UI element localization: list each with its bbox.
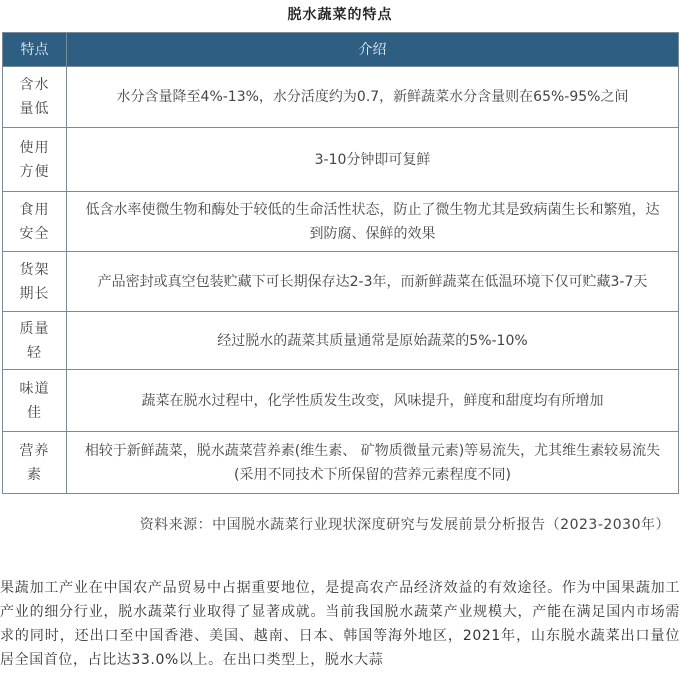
row-label: 含水量低 xyxy=(3,67,67,128)
features-table xyxy=(2,32,679,494)
table-row xyxy=(3,312,679,370)
row-description: 经过脱水的蔬菜其质量通常是原始蔬菜的5%-10% xyxy=(67,312,679,370)
row-label: 质量轻 xyxy=(3,312,67,370)
row-label: 货架期长 xyxy=(3,252,67,312)
table-row xyxy=(3,432,679,494)
row-label: 使用方便 xyxy=(3,128,67,192)
row-label: 食用安全 xyxy=(3,192,67,252)
table-row xyxy=(3,67,679,128)
header-description: 介绍 xyxy=(67,33,679,67)
table-title: 脱水蔬菜的特点 xyxy=(287,7,393,23)
row-description: 蔬菜在脱水过程中，化学性质发生改变，风味提升，鲜度和甜度均有所增加 xyxy=(67,370,679,432)
table-row xyxy=(3,192,679,252)
row-description: 低含水率使微生物和酶处于较低的生命活性状态，防止了微生物尤其是致病菌生长和繁殖，达到防腐、保鲜的效果 xyxy=(67,192,679,252)
row-label: 味道佳 xyxy=(3,370,67,432)
header-feature: 特点 xyxy=(3,33,67,67)
row-description: 相较于新鲜蔬菜，脱水蔬菜营养素(维生素、 矿物质微量元素)等易流失，尤其维生素较易流失(采用不同技术下所保留的营养元素程度不同) xyxy=(67,432,679,494)
row-description: 3-10分钟即可复鲜 xyxy=(67,128,679,192)
table-row xyxy=(3,128,679,192)
table-header-row xyxy=(3,33,679,67)
row-description: 产品密封或真空包装贮藏下可长期保存达2-3年，而新鲜蔬菜在低温环境下仅可贮藏3-7天 xyxy=(67,252,679,312)
table-row xyxy=(3,370,679,432)
table-source-note: 资料来源：中国脱水蔬菜行业现状深度研究与发展前景分析报告（2023-2030年） xyxy=(139,517,670,533)
body-paragraph: 果蔬加工产业在中国农产品贸易中占据重要地位，是提高农产品经济效益的有效途径。作为中国果蔬加工产业的细分行业，脱水蔬菜行业取得了显著成就。当前我国脱水蔬菜产业规模大，产能在满足国内市场需求的同时，还出口至中国香港、美国、越南、日本、韩国等海外地区，2021年，山东脱水蔬菜出口量位居全国首位，占比达33.0%以上。在出口类型上，脱水大蒜 xyxy=(0,580,680,668)
row-label: 营养素 xyxy=(3,432,67,494)
row-description: 水分含量降至4%-13%，水分活度约为0.7，新鲜蔬菜水分含量则在65%-95%之间 xyxy=(67,67,679,128)
table-row xyxy=(3,252,679,312)
